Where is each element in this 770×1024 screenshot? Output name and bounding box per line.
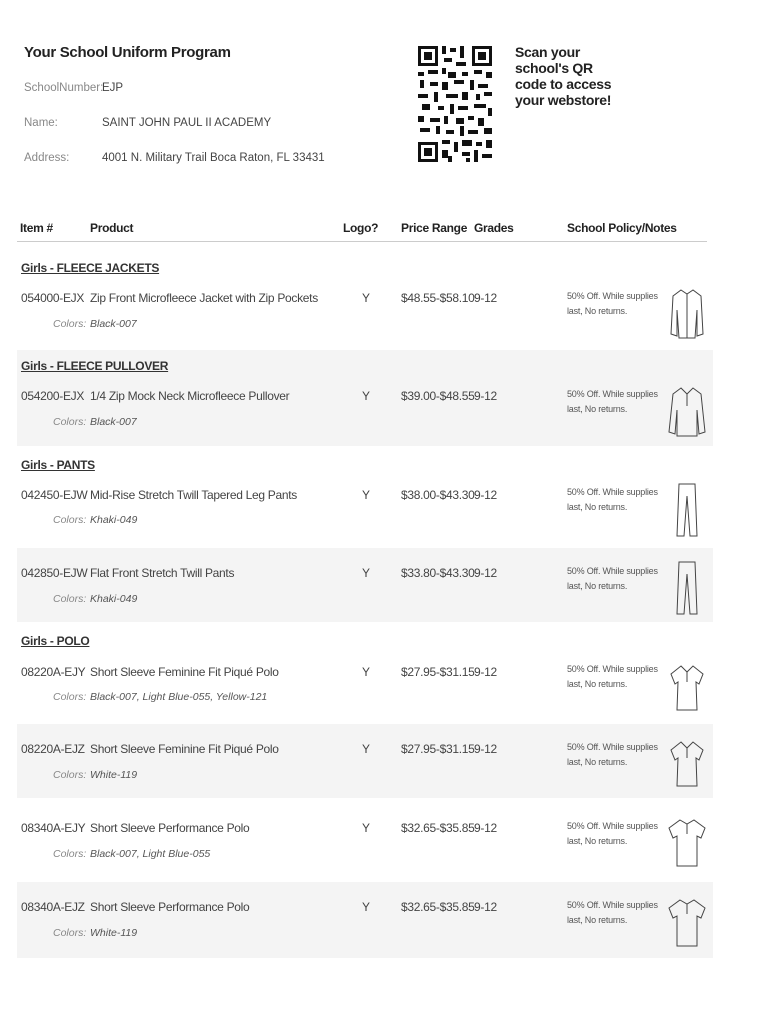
price-range: $27.95-$31.15 [401, 742, 475, 756]
grades: 9-12 [474, 291, 497, 305]
grades: 9-12 [474, 389, 497, 403]
col-header-product: Product [90, 221, 134, 235]
table-row [17, 450, 713, 544]
item-number: 08340A-EJY [21, 821, 86, 835]
item-number: 042850-EJW [21, 566, 88, 580]
polo-sketch-icon [667, 814, 707, 870]
product-name: Short Sleeve Feminine Fit Piqué Polo [90, 665, 279, 679]
table-row [17, 802, 713, 878]
name-label: Name: [24, 117, 58, 129]
product-name: Mid-Rise Stretch Twill Tapered Leg Pants [90, 488, 297, 502]
policy-note: 50% Off. While supplies last, No returns. [567, 291, 658, 316]
colors-label: Colors: [53, 593, 87, 605]
pants-sketch-icon [667, 482, 707, 538]
price-range: $38.00-$43.30 [401, 488, 475, 502]
logo-flag: Y [362, 900, 370, 914]
product-name: Short Sleeve Performance Polo [90, 821, 250, 835]
colors-value: Khaki-049 [90, 514, 138, 526]
col-header-price: Price Range [401, 221, 468, 235]
grades: 9-12 [474, 488, 497, 502]
colors-label: Colors: [53, 769, 87, 781]
col-header-grades: Grades [474, 221, 514, 235]
colors-value: Khaki-049 [90, 593, 138, 605]
address-label: Address: [24, 152, 70, 164]
page-title: Your School Uniform Program [24, 44, 231, 61]
school-name-value: SAINT JOHN PAUL II ACADEMY [102, 117, 272, 129]
logo-flag: Y [362, 665, 370, 679]
item-number: 042450-EJW [21, 488, 88, 502]
header-divider [17, 241, 707, 242]
price-range: $39.00-$48.55 [401, 389, 475, 403]
logo-flag: Y [362, 566, 370, 580]
category-heading: Girls - FLEECE PULLOVER [21, 359, 169, 373]
price-range: $32.65-$35.85 [401, 821, 475, 835]
colors-value: White-119 [90, 769, 138, 781]
address-value: 4001 N. Military Trail Boca Raton, FL 33431 [102, 152, 325, 164]
col-header-notes: School Policy/Notes [567, 221, 677, 235]
col-header-logo: Logo? [343, 221, 379, 235]
policy-note: 50% Off. While supplies last, No returns. [567, 742, 658, 767]
school-number-value: EJP [102, 82, 124, 94]
grades: 9-12 [474, 821, 497, 835]
product-name: Zip Front Microfleece Jacket with Zip Pockets [90, 291, 318, 305]
policy-note: 50% Off. While supplies last, No returns. [567, 900, 658, 925]
category-heading: Girls - POLO [21, 634, 90, 648]
grades: 9-12 [474, 566, 497, 580]
polo-sketch-icon [667, 736, 707, 792]
policy-note: 50% Off. While supplies last, No returns. [567, 566, 658, 591]
policy-note: 50% Off. While supplies last, No returns. [567, 821, 658, 846]
pullover-sketch-icon [667, 384, 707, 440]
price-range: $32.65-$35.85 [401, 900, 475, 914]
price-range: $27.95-$31.15 [401, 665, 475, 679]
table-row [17, 626, 713, 720]
item-number: 08220A-EJZ [21, 742, 85, 756]
logo-flag: Y [362, 389, 370, 403]
logo-flag: Y [362, 821, 370, 835]
price-range: $33.80-$43.30 [401, 566, 475, 580]
item-number: 054200-EJX [21, 389, 85, 403]
product-name: Flat Front Stretch Twill Pants [90, 566, 235, 580]
category-heading: Girls - PANTS [21, 458, 95, 472]
colors-label: Colors: [53, 691, 87, 703]
product-name: Short Sleeve Performance Polo [90, 900, 250, 914]
colors-label: Colors: [53, 848, 87, 860]
colors-value: Black-007 [90, 318, 137, 330]
grades: 9-12 [474, 742, 497, 756]
polo-sketch-icon [667, 894, 707, 950]
table-row [17, 882, 713, 958]
logo-flag: Y [362, 488, 370, 502]
policy-note: 50% Off. While supplies last, No returns. [567, 487, 658, 512]
colors-value: Black-007, Light Blue-055 [90, 848, 211, 860]
logo-flag: Y [362, 291, 370, 305]
colors-label: Colors: [53, 416, 87, 428]
colors-label: Colors: [53, 927, 87, 939]
item-number: 08220A-EJY [21, 665, 86, 679]
scan-instructions: Scan your school's QR code to access your webstore! [515, 44, 612, 108]
table-row [17, 350, 713, 446]
colors-value: Black-007, Light Blue-055, Yellow-121 [90, 691, 268, 703]
table-row [17, 724, 713, 798]
table-row [17, 548, 713, 622]
logo-flag: Y [362, 742, 370, 756]
col-header-item: Item # [20, 221, 53, 235]
colors-value: White-119 [90, 927, 138, 939]
product-name: Short Sleeve Feminine Fit Piqué Polo [90, 742, 279, 756]
category-heading: Girls - FLEECE JACKETS [21, 261, 160, 275]
pants-sketch-icon [667, 560, 707, 616]
table-row [17, 254, 713, 346]
policy-note: 50% Off. While supplies last, No returns. [567, 664, 658, 689]
grades: 9-12 [474, 665, 497, 679]
colors-value: Black-007 [90, 416, 137, 428]
item-number: 08340A-EJZ [21, 900, 85, 914]
qr-code-icon [418, 46, 492, 162]
policy-note: 50% Off. While supplies last, No returns. [567, 389, 658, 414]
colors-label: Colors: [53, 514, 87, 526]
product-name: 1/4 Zip Mock Neck Microfleece Pullover [90, 389, 290, 403]
price-range: $48.55-$58.10 [401, 291, 475, 305]
school-number-label: SchoolNumber: [24, 82, 104, 94]
colors-label: Colors: [53, 318, 87, 330]
polo-sketch-icon [667, 660, 707, 716]
item-number: 054000-EJX [21, 291, 85, 305]
jacket-sketch-icon [667, 286, 707, 342]
grades: 9-12 [474, 900, 497, 914]
